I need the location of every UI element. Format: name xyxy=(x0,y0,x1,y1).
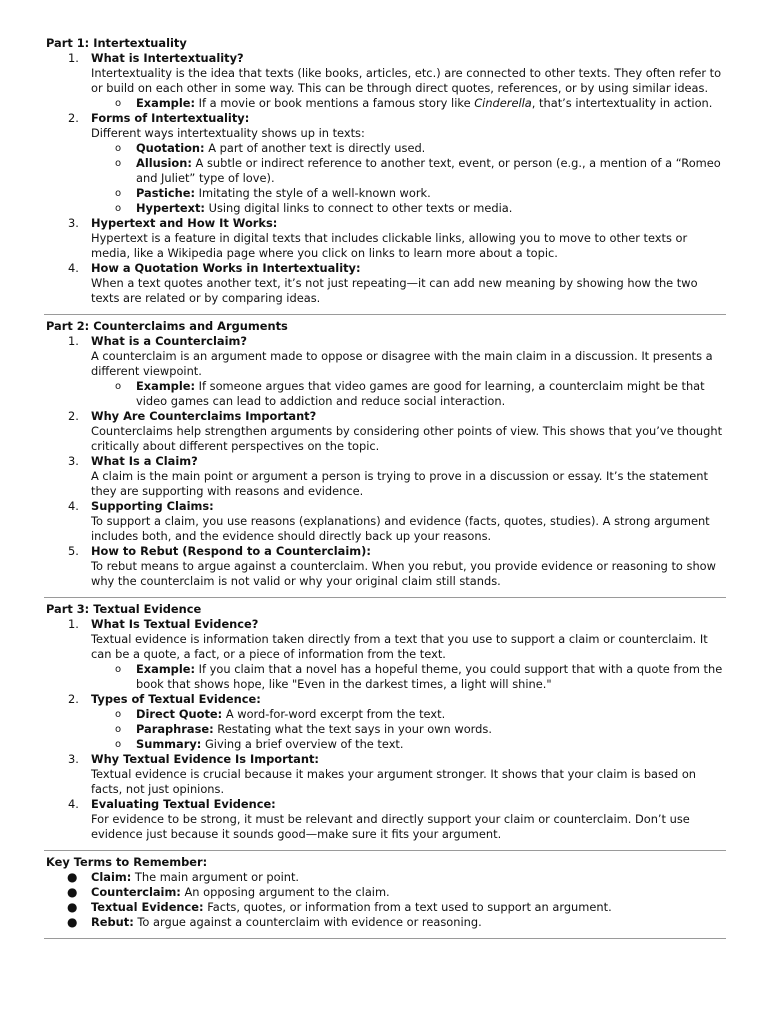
item-number: 2. xyxy=(68,409,79,423)
item-number: 2. xyxy=(68,111,79,125)
part2-item-3 xyxy=(46,454,724,499)
section-divider xyxy=(44,850,726,851)
item-number: 1. xyxy=(68,617,79,631)
example-label: Example: xyxy=(136,379,196,393)
term-label: Pastiche: xyxy=(136,186,195,200)
item-number: 3. xyxy=(68,454,79,468)
term-label: Quotation: xyxy=(136,141,205,155)
term-text: Using digital links to connect to other texts or media. xyxy=(208,201,513,215)
list-item xyxy=(46,870,724,885)
item-number: 4. xyxy=(68,261,79,275)
part2-item-4 xyxy=(46,499,724,544)
item-text: Textual evidence is crucial because it makes your argument stronger. It shows that your claim is based on facts, not just opinions. xyxy=(91,767,697,796)
term-label: Textual Evidence: xyxy=(91,900,204,914)
item-number: 1. xyxy=(68,51,79,65)
example-text: If a movie or book mentions a famous story like xyxy=(198,96,475,110)
dot-bullet-icon: ● xyxy=(67,885,78,899)
item-title: Supporting Claims: xyxy=(91,499,214,513)
item-title: Why Are Counterclaims Important? xyxy=(91,409,317,423)
part2-item-1-example xyxy=(46,379,724,409)
part2-section xyxy=(46,319,724,589)
example-text: If someone argues that video games are good for learning, a counterclaim might be that video games can lead to addiction and reduce social interaction. xyxy=(136,379,705,408)
example-label: Example: xyxy=(136,662,196,676)
item-text: To support a claim, you use reasons (explanations) and evidence (facts, quotes, studies). A strong argument includes both, and the evidence should directly back up your reasons. xyxy=(91,514,710,543)
item-text: Different ways intertextuality shows up in texts: xyxy=(91,126,365,140)
item-number: 3. xyxy=(68,752,79,766)
part1-item-1-example xyxy=(46,96,724,111)
item-text: A claim is the main point or argument a person is trying to prove in a discussion or essay. It’s the statement they are supporting with reasons and evidence. xyxy=(91,469,708,498)
item-title: Why Textual Evidence Is Important: xyxy=(91,752,319,766)
term-text: The main argument or point. xyxy=(134,870,300,884)
part2-item-1 xyxy=(46,334,724,379)
part2-title: Part 2: Counterclaims and Arguments xyxy=(46,319,288,333)
open-bullet-icon: o xyxy=(115,664,122,675)
item-number: 3. xyxy=(68,216,79,230)
list-item xyxy=(46,186,724,201)
part1-item-4 xyxy=(46,261,724,306)
list-item xyxy=(46,722,724,737)
example-text-end: , that’s intertextuality in action. xyxy=(531,96,713,110)
item-text: A counterclaim is an argument made to oppose or disagree with the main claim in a discussion. It presents a different viewpoint. xyxy=(91,349,713,378)
item-title: What Is Textual Evidence? xyxy=(91,617,259,631)
item-title: How a Quotation Works in Intertextuality: xyxy=(91,261,361,275)
dot-bullet-icon: ● xyxy=(67,915,78,929)
part1-title: Part 1: Intertextuality xyxy=(46,36,187,50)
term-label: Summary: xyxy=(136,737,202,751)
open-bullet-icon: o xyxy=(115,98,122,109)
key-terms-title: Key Terms to Remember: xyxy=(46,855,208,869)
list-item xyxy=(46,885,724,900)
item-text: For evidence to be strong, it must be relevant and directly support your claim or counterclaim. Don’t use evidence just because it sounds good—make sure it fits your argument. xyxy=(91,812,690,841)
part3-item-3 xyxy=(46,752,724,797)
item-number: 4. xyxy=(68,797,79,811)
list-item xyxy=(46,141,724,156)
item-number: 4. xyxy=(68,499,79,513)
term-text: To argue against a counterclaim with evidence or reasoning. xyxy=(137,915,482,929)
term-label: Allusion: xyxy=(136,156,192,170)
dot-bullet-icon: ● xyxy=(67,900,78,914)
section-divider xyxy=(44,938,726,939)
example-text: If you claim that a novel has a hopeful theme, you could support that with a quote from the book that shows hope, like "Even in the darkest times, a light will shine." xyxy=(136,662,723,691)
item-text: Intertextuality is the idea that texts (like books, articles, etc.) are connected to other texts. They often refer to or build on each other in some way. This can be through direct quotes, references, or by using similar ideas. xyxy=(91,66,722,95)
item-title: Types of Textual Evidence: xyxy=(91,692,261,706)
part3-item-1 xyxy=(46,617,724,662)
part3-item-1-example xyxy=(46,662,724,692)
term-text: Restating what the text says in your own words. xyxy=(217,722,492,736)
item-text: Hypertext is a feature in digital texts that includes clickable links, allowing you to move to other texts or media, like a Wikipedia page where you click on links to learn more about a topic. xyxy=(91,231,688,260)
open-bullet-icon: o xyxy=(115,143,122,154)
term-text: An opposing argument to the claim. xyxy=(184,885,390,899)
example-italic: Cinderella xyxy=(474,96,532,110)
item-text: To rebut means to argue against a counterclaim. When you rebut, you provide evidence or reasoning to show why the counterclaim is not valid or why your original claim still stands. xyxy=(91,559,716,588)
term-text: Imitating the style of a well-known work. xyxy=(198,186,431,200)
dot-bullet-icon: ● xyxy=(67,870,78,884)
section-divider xyxy=(44,597,726,598)
item-text: Textual evidence is information taken directly from a text that you use to support a claim or counterclaim. It can be a quote, a fact, or a piece of information from the text. xyxy=(91,632,708,661)
open-bullet-icon: o xyxy=(115,709,122,720)
item-title: Forms of Intertextuality: xyxy=(91,111,250,125)
item-title: What Is a Claim? xyxy=(91,454,198,468)
list-item xyxy=(46,900,724,915)
open-bullet-icon: o xyxy=(115,724,122,735)
term-text: A part of another text is directly used. xyxy=(208,141,426,155)
open-bullet-icon: o xyxy=(115,158,122,169)
key-terms-section xyxy=(46,855,724,930)
list-item xyxy=(46,201,724,216)
term-label: Counterclaim: xyxy=(91,885,181,899)
example-label: Example: xyxy=(136,96,196,110)
part1-item-2 xyxy=(46,111,724,141)
part3-section xyxy=(46,602,724,842)
part2-item-2 xyxy=(46,409,724,454)
item-text: When a text quotes another text, it’s not just repeating—it can add new meaning by showing how the two texts are related or by comparing ideas. xyxy=(91,276,698,305)
list-item xyxy=(46,915,724,930)
term-text: Facts, quotes, or information from a text used to support an argument. xyxy=(207,900,612,914)
part3-title: Part 3: Textual Evidence xyxy=(46,602,202,616)
term-label: Claim: xyxy=(91,870,132,884)
item-title: What is Intertextuality? xyxy=(91,51,244,65)
open-bullet-icon: o xyxy=(115,203,122,214)
list-item xyxy=(46,156,724,186)
part3-item-4 xyxy=(46,797,724,842)
part1-item-3 xyxy=(46,216,724,261)
open-bullet-icon: o xyxy=(115,739,122,750)
item-number: 5. xyxy=(68,544,79,558)
term-text: Giving a brief overview of the text. xyxy=(204,737,404,751)
term-text: A word-for-word excerpt from the text. xyxy=(225,707,446,721)
item-number: 1. xyxy=(68,334,79,348)
item-text: Counterclaims help strengthen arguments by considering other points of view. This shows that you’ve thought critically about different perspectives on the topic. xyxy=(91,424,723,453)
item-title: What is a Counterclaim? xyxy=(91,334,247,348)
item-title: How to Rebut (Respond to a Counterclaim): xyxy=(91,544,371,558)
list-item xyxy=(46,737,724,752)
term-label: Direct Quote: xyxy=(136,707,223,721)
open-bullet-icon: o xyxy=(115,381,122,392)
part1-section xyxy=(46,36,724,306)
part3-item-2 xyxy=(46,692,724,707)
term-label: Hypertext: xyxy=(136,201,205,215)
part1-item-1 xyxy=(46,51,724,96)
term-label: Paraphrase: xyxy=(136,722,214,736)
item-title: Evaluating Textual Evidence: xyxy=(91,797,276,811)
section-divider xyxy=(44,314,726,315)
item-number: 2. xyxy=(68,692,79,706)
item-title: Hypertext and How It Works: xyxy=(91,216,278,230)
term-label: Rebut: xyxy=(91,915,134,929)
term-text: A subtle or indirect reference to another text, event, or person (e.g., a mention of a “Romeo and Juliet” type of love). xyxy=(136,156,721,185)
list-item xyxy=(46,707,724,722)
part2-item-5 xyxy=(46,544,724,589)
open-bullet-icon: o xyxy=(115,188,122,199)
